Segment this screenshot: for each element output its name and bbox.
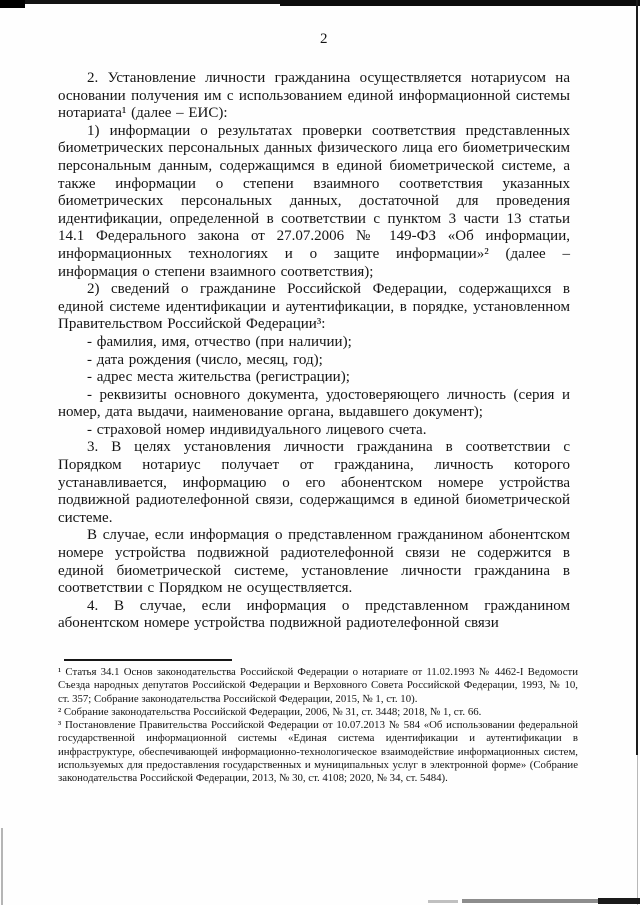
footnote-separator-rule [64, 659, 232, 661]
scan-artifact-right-edge-light [637, 755, 638, 905]
footnotes-section [58, 659, 578, 786]
list-item-birthdate: - дата рождения (число, месяц, год); [87, 351, 323, 368]
scan-artifact-bottom-edge-dark [598, 898, 640, 904]
list-item-snils: - страховой номер индивидуального лицевого счета. [87, 421, 427, 438]
footnote-1: ¹ Статья 34.1 Основ законодательства Российской Федерации о нотариате от 11.02.1993 № 4462-I Ведомости Съезда народных депутатов Российской Федерации и Верховного Совета Российской Федерации, 1993, № 10, ст. 357; Собрание законодательства Российской Федерации, 2015, № 1, ст. 10). [58, 666, 578, 705]
page-number: 2 [320, 31, 328, 47]
scan-artifact-left-edge-light [1, 828, 3, 905]
paragraph-item-3: 3. В целях установления личности гражданина в соответствии с Порядком нотариус получает от гражданина, личность которого устанавливается, информацию о его абонентском номере устройства подвижной радиотелефонной связи, содержащимся в единой биометрической системе. [58, 439, 570, 526]
document-body [58, 70, 570, 633]
paragraph-item-3-cont: В случае, если информация о представленном гражданином абонентском номере устройства подвижной радиотелефонной связи не содержится в единой биометрической системе, установление личности гражданина в соответствии с Порядком не осуществляется. [58, 527, 570, 597]
footnote-2: ² Собрание законодательства Российской Федерации, 2006, № 31, ст. 3448; 2018, № 1, ст. 66. [58, 705, 482, 718]
footnote-3: ³ Постановление Правительства Российской Федерации от 10.07.2013 № 584 «Об использовании федеральной государственной информационной системы «Единая система идентификации и аутентификации в инфраструктуре, обеспечивающей информационно-технологическое взаимодействие информационных систем, используемых для предоставления государственных и муниципальных услуг в электронной форме» (Собрание законодательства Российской Федерации, 2013, № 30, ст. 4108; 2020, № 34, ст. 5484). [58, 719, 578, 785]
scan-artifact-bottom-dash [428, 900, 458, 903]
scan-artifact-right-edge-dark [636, 0, 638, 755]
scan-artifact-top-left-blob [0, 0, 25, 8]
list-item-surname: - фамилия, имя, отчество (при наличии); [87, 333, 352, 350]
scan-artifact-top-edge-right [280, 0, 640, 6]
scan-artifact-bottom-edge-gray [462, 899, 600, 903]
list-item-address: - адрес места жительства (регистрации); [87, 369, 350, 386]
list-item-id-document: - реквизиты основного документа, удостоверяющего личность (серия и номер, дата выдачи, наименование органа, выдавшего документ); [58, 386, 570, 421]
paragraph-subitem-1: 1) информации о результатах проверки соответствия представленных биометрических персональных данных физического лица его биометрическим персональным данным, содержащимся в единой биометрической системе, а также информации о степени взаимного соответствия указанных биометрических персональных данных, достаточной для проведения идентификации, определенной в соответствии с пунктом 3 части 13 статьи 14.1 Федерального закона от 27.07.2006 № 149-ФЗ «Об информации, информационных технологиях и о защите информации»² (далее – информация о степени взаимного соответствия); [58, 122, 570, 280]
paragraph-subitem-2: 2) сведений о гражданине Российской Федерации, содержащихся в единой системе идентификации и аутентификации, в порядке, установленном Правительством Российской Федерации³: [58, 281, 570, 333]
paragraph-item-4: 4. В случае, если информация о представленном гражданином абонентском номере устройства подвижной радиотелефонной связи [58, 597, 570, 632]
paragraph-item-2: 2. Установление личности гражданина осуществляется нотариусом на основании получения им с использованием единой информационной системы нотариата¹ (далее – ЕИС): [58, 70, 570, 122]
